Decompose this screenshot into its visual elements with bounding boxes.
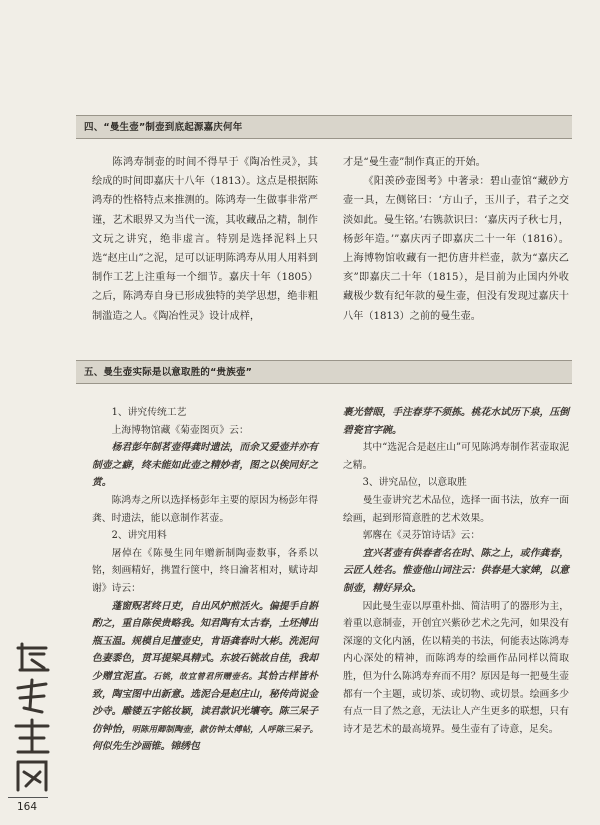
poem-quotation xyxy=(92,598,318,756)
subheading: 3、讲究品位，以意取胜 xyxy=(362,477,467,489)
poem-note: 石铫，故宜曾君所赠壶名。 xyxy=(152,670,258,681)
paragraph: 曼生壶讲究艺术品位，选择一面书法，放弃一面绘画，起到形简意胜的艺术效果。 xyxy=(343,494,569,524)
paragraph: 因此曼生壶以厚重朴拙、简洁明了的器形为主，着重以意制壶，开创宜兴紫砂艺术之先河，如果没有深邃的文化内涵，佐以精美的书法，何能表达陈鸿寿内心深处的精神，而陈鸿寿的绘画作品同样以简取胜，但为什么陈鸿寿弃而不用？原因是每一把曼生壶都有一个主题，或切茶、或切物、或切景。绘画多少有点一目了然之意，无法让人产生更多的联想，只有诗才是艺术的最高境界。曼生壶有了诗意，足矣。 xyxy=(343,600,569,735)
quotation: 宜兴茗壶有供春者名在时、陈之上，或作龚春，云匠人姓名。惟壶他山词注云：供春是大家婢，以意制壶，精好异众。 xyxy=(343,547,569,594)
poem-text: 。洗泥问色妻黍色，贯耳提梁具精式。东坡石铫故自佳，我却少赠宜泥直。 xyxy=(92,635,319,682)
paragraph: 上海博物馆藏《菊壶图页》云： xyxy=(111,424,249,436)
poem-continuation: 裹光替眼，手注春芽不须拣。桃花水试历下泉，压倒碧瓷官字碗。 xyxy=(343,407,569,436)
paragraph: 才是“曼生壶”制作真正的开始。 xyxy=(343,157,486,168)
poem-text: 何似先生沙画锥。锦绣包 xyxy=(92,741,200,753)
poem-text: 。规模自足擅壶史，肯语龚春时大彬 xyxy=(121,635,279,647)
text-column-left-top xyxy=(92,153,318,326)
text-column-right-bottom xyxy=(343,404,569,738)
calligraphy-mark xyxy=(10,640,54,795)
poem-note: 明陈用卿制陶壶，款仿钟太傅帖，人呼陈三呆子。 xyxy=(131,723,319,734)
text-column-left-bottom xyxy=(92,404,318,756)
poem-text: 其恰古样皆朴致，陶宝图中出新意。选泥合是赵庄山，秘传尚说金沙寺。雕镂五字铭妆颖，读君款识光壤夸。陈三呆子仿钟怡， xyxy=(92,670,319,735)
quotation: 杨君彭年制茗壶得龚时遗法，而余又爱壶并亦有制壶之癖，终未能如此壶之精妙者，图之以俟同好之赏。 xyxy=(92,442,318,489)
page-number: 164 xyxy=(17,801,38,813)
paragraph: 屠倬在《陈曼生同年赠新制陶壶数事，各系以铭，刻画精好，携置行箧中，终日瀹茗相对，赋诗却谢》诗云： xyxy=(92,547,318,594)
page-number-rule xyxy=(8,797,48,798)
poem-text: 蓬窗贶茗终日吏，自出风炉煎活火。偏提手自斟酌之，重自陈侯贵略我。知君陶有太古春，土坯搏出瓶玉温 xyxy=(92,600,318,647)
paragraph: 郭麐在《灵芬馆诗话》云： xyxy=(362,530,481,542)
paragraph: 《阳羡砂壶图考》中著录：碧山壶馆“藏砂方壶一具，左侧铭曰：‘方山子，玉川子，君子之交淡如此。曼生铭。’右镌款识曰：‘嘉庆丙子秋七月，杨彭年造。’”嘉庆丙子即嘉庆二十一年（1816）。上海博物馆收藏有一把仿唐井栏壶，款为“嘉庆乙亥”即嘉庆二十年（1815），是目前为止国内外收藏极少数有纪年款的曼生壶，但没有发现过嘉庆十八年（1813）之前的曼生壶。 xyxy=(343,176,569,322)
paragraph: 其中“选泥合是赵庄山”可见陈鸿寿制作茗壶取泥之精。 xyxy=(343,442,569,471)
subheading: 2、讲究用料 xyxy=(111,530,167,542)
paragraph: 陈鸿寿之所以选择杨彭年主要的原因为杨彭年得龚、时遗法，能以意制作茗壶。 xyxy=(92,494,318,524)
text-column-right-top xyxy=(343,153,569,326)
section-heading-4: 四、“曼生壶”制壶到底起源嘉庆何年 xyxy=(76,115,572,139)
section-heading-5: 五、曼生壶实际是以意取胜的“贵族壶” xyxy=(76,360,572,384)
paragraph: 陈鸿寿制壶的时间不得早于《陶冶性灵》，其绘成的时间即嘉庆十八年（1813）。这点是根据陈鸿寿的性格特点来推测的。陈鸿寿一生做事非常严谨，艺术眼界又为当代一流，其收藏品之精，制作文玩之讲究，绝非虚言。特别是选择泥料上只选“赵庄山”之泥，足可以证明陈鸿寿从用人用料到制作工艺上注重每一个细节。嘉庆十年（1805）之后，陈鸿寿自身已形成独特的美学思想，绝非粗制滥造之人。《陶冶性灵》设计成样， xyxy=(92,157,318,322)
subheading: 1、讲究传统工艺 xyxy=(111,407,187,418)
